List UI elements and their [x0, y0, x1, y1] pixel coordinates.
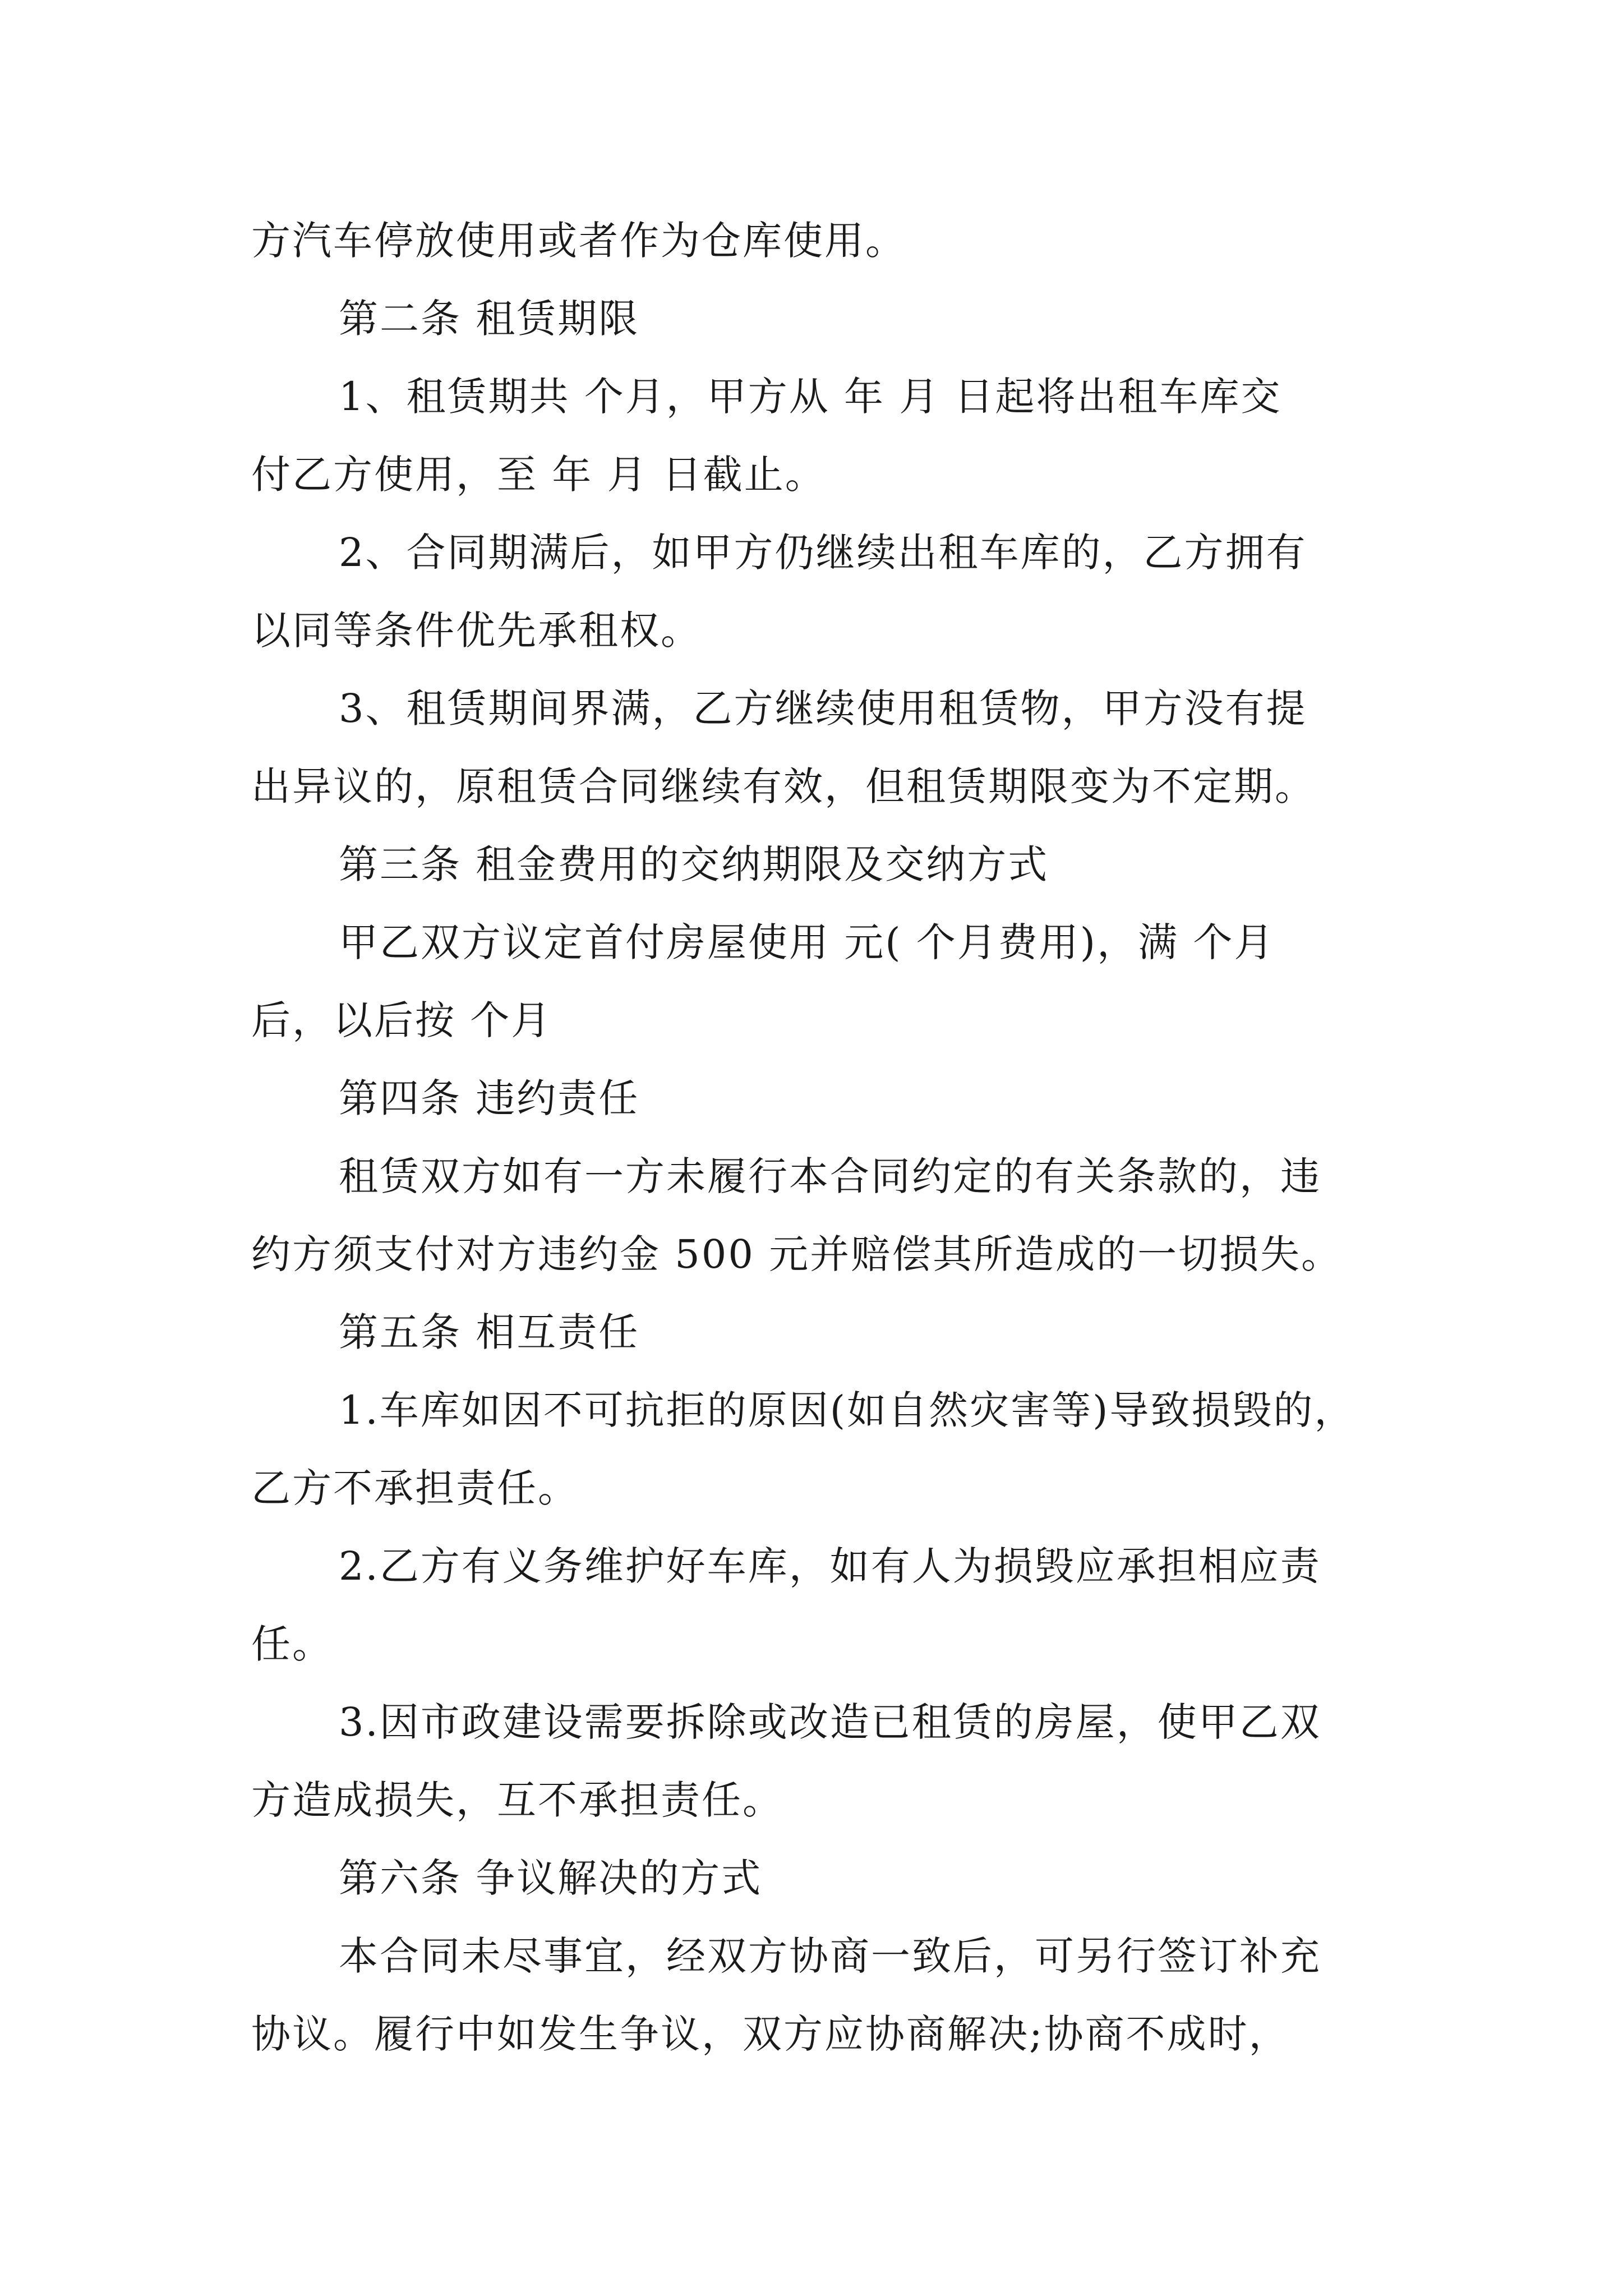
document-body [251, 202, 1395, 2073]
text-line-3: 1、租赁期共 个月，甲方从 年 月 日起将出租车库交 [339, 374, 1282, 420]
text-line-19: 任。 [251, 1621, 333, 1667]
section-heading-2: 第二条 租赁期限 [339, 296, 640, 342]
text-line-1: 方汽车停放使用或者作为仓库使用。 [251, 218, 906, 264]
text-line-17: 乙方不承担责任。 [251, 1465, 579, 1511]
text-line-21: 方造成损失，互不承担责任。 [251, 1777, 783, 1823]
text-line-16: 1.车库如因不可抗拒的原因(如自然灾害等)导致损毁的， [339, 1387, 1355, 1433]
text-line-4: 付乙方使用，至 年 月 日截止。 [251, 452, 826, 498]
text-line-11: 后，以后按 个月 [251, 997, 552, 1043]
section-heading-4: 第四条 违约责任 [339, 1075, 640, 1121]
text-line-18: 2.乙方有义务维护好车库，如有人为损毁应承担相应责 [339, 1543, 1321, 1589]
text-line-10: 甲乙双方议定首付房屋使用 元( 个月费用)，满 个月 [339, 919, 1275, 965]
text-line-23: 本合同未尽事宜，经双方协商一致后，可另行签订补充 [339, 1933, 1321, 1979]
text-line-13: 租赁双方如有一方未履行本合同约定的有关条款的，违 [339, 1153, 1321, 1199]
section-heading-3: 第三条 租金费用的交纳期限及交纳方式 [339, 841, 1049, 887]
text-line-24: 协议。履行中如发生争议，双方应协商解决;协商不成时， [251, 2011, 1290, 2057]
text-line-7: 3、租赁期间界满，乙方继续使用租赁物，甲方没有提 [339, 685, 1307, 731]
text-line-8: 出异议的，原租赁合同继续有效，但租赁期限变为不定期。 [251, 763, 1316, 809]
section-heading-6: 第六条 争议解决的方式 [339, 1855, 763, 1901]
text-line-5: 2、合同期满后，如甲方仍继续出租车库的，乙方拥有 [339, 530, 1307, 576]
text-line-14: 约方须支付对方违约金 500 元并赔偿其所造成的一切损失。 [251, 1231, 1343, 1277]
section-heading-5: 第五条 相互责任 [339, 1309, 640, 1355]
text-line-20: 3.因市政建设需要拆除或改造已租赁的房屋，使甲乙双 [339, 1699, 1321, 1745]
text-line-6: 以同等条件优先承租权。 [251, 608, 702, 654]
